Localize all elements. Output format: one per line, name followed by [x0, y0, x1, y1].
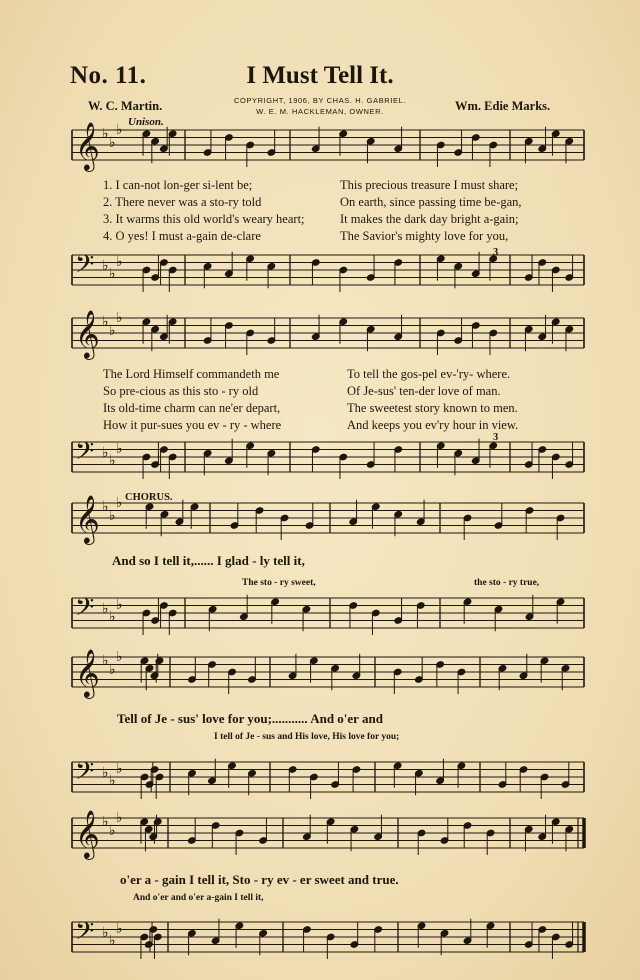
flat-icon: ♭: [109, 773, 116, 789]
flat-icon: ♭: [102, 258, 109, 274]
flat-icon: ♭: [116, 441, 123, 457]
chorus-marking: CHORUS.: [125, 492, 173, 503]
verse-2-line-a: 2. There never was a sto-ry told: [103, 195, 262, 209]
flat-icon: ♭: [116, 122, 123, 138]
flat-icon: ♭: [102, 314, 109, 330]
lyricist-credit: W. C. Martin.: [88, 99, 163, 113]
flat-icon: ♭: [102, 814, 109, 830]
flat-icon: ♭: [116, 649, 123, 665]
verse-3-line-d: The sweetest story known to men.: [347, 401, 518, 415]
verse-1-line-c: The Lord Himself commandeth me: [103, 367, 280, 381]
triplet-marking-1: 3: [493, 247, 499, 258]
flat-icon: ♭: [102, 445, 109, 461]
flat-icon: ♭: [102, 653, 109, 669]
verse-2-line-d: Of Je-sus' ten-der love of man.: [347, 384, 501, 398]
chorus-bass-line-1a: The sto - ry sweet,: [242, 578, 316, 588]
flat-icon: ♭: [116, 597, 123, 613]
chorus-bass-line-3: And o'er and o'er a-gain I tell it,: [133, 893, 264, 903]
verse-1-line-a: 1. I can-not lon-ger si-lent be;: [103, 178, 253, 192]
chorus-bass-line-1b: the sto - ry true,: [474, 578, 540, 588]
bass-clef-icon: 𝄢: [75, 917, 95, 952]
flat-icon: ♭: [102, 499, 109, 515]
flat-icon: ♭: [109, 135, 116, 151]
flat-icon: ♭: [109, 508, 116, 524]
note-heads: [140, 127, 574, 959]
flat-icon: ♭: [109, 662, 116, 678]
verse-3-line-a: 3. It warms this old world's weary heart;: [103, 212, 305, 226]
flat-icon: ♭: [102, 126, 109, 142]
treble-clef-icon: 𝄞: [75, 121, 100, 170]
flat-icon: ♭: [109, 323, 116, 339]
flat-icon: ♭: [116, 254, 123, 270]
chorus-bass-line-2: I tell of Je - sus and His love, His love for you;: [214, 732, 400, 742]
composer-credit: Wm. Edie Marks.: [455, 99, 551, 113]
treble-clef-icon: 𝄞: [75, 648, 100, 697]
chorus-line-2: Tell of Je - sus' love for you;........... And o'er and: [117, 711, 383, 726]
hymn-title: I Must Tell It.: [246, 62, 394, 89]
bass-clef-icon: 𝄢: [75, 757, 95, 792]
verse-2-line-b: On earth, since passing time be-gan,: [340, 195, 522, 209]
copyright-line-2: W. E. M. HACKLEMAN, OWNER.: [256, 107, 384, 116]
verse-1-line-d: To tell the gos-pel ev-'ry- where.: [347, 367, 511, 381]
verse-1-line-b: This precious treasure I must share;: [340, 178, 519, 192]
clefs: [75, 121, 123, 952]
chorus-line-3: o'er a - gain I tell it, Sto - ry ev - er sweet and true.: [120, 872, 399, 887]
flat-icon: ♭: [116, 921, 123, 937]
bass-clef-icon: 𝄢: [75, 437, 95, 472]
chorus-line-1: And so I tell it,...... I glad - ly tell it,: [112, 553, 305, 568]
copyright-line-1: COPYRIGHT, 1906, BY CHAS. H. GABRIEL.: [233, 96, 407, 105]
triplet-marking-2: 3: [493, 432, 499, 443]
bass-clef-icon: 𝄢: [75, 593, 95, 628]
verse-3-line-b: It makes the dark day bright a-gain;: [340, 212, 519, 226]
flat-icon: ♭: [109, 266, 116, 282]
flat-icon: ♭: [109, 933, 116, 949]
treble-clef-icon: 𝄞: [75, 809, 100, 858]
flat-icon: ♭: [102, 925, 109, 941]
flat-icon: ♭: [116, 761, 123, 777]
unison-marking: Unison.: [128, 116, 164, 128]
flat-icon: ♭: [102, 601, 109, 617]
verse-4-line-d: And keeps you ev'ry hour in view.: [347, 418, 519, 432]
verse-4-line-c: How it pur-sues you ev - ry - where: [103, 418, 282, 432]
flat-icon: ♭: [109, 609, 116, 625]
flat-icon: ♭: [116, 495, 123, 511]
flat-icon: ♭: [109, 453, 116, 469]
treble-clef-icon: 𝄞: [75, 494, 100, 543]
verse-4-line-a: 4. O yes! I must a-gain de-clare: [103, 229, 261, 243]
verse-2-line-c: So pre-cious as this sto - ry old: [103, 384, 259, 398]
hymn-number: No. 11.: [70, 62, 147, 89]
flat-icon: ♭: [109, 823, 116, 839]
flat-icon: ♭: [116, 310, 123, 326]
verse-4-line-b: The Savior's mighty love for you,: [340, 229, 509, 243]
verse-3-line-c: Its old-time charm can ne'er depart,: [103, 401, 281, 415]
flat-icon: ♭: [102, 765, 109, 781]
flat-icon: ♭: [116, 810, 123, 826]
bass-clef-icon: 𝄢: [75, 250, 95, 285]
treble-clef-icon: 𝄞: [75, 309, 100, 358]
